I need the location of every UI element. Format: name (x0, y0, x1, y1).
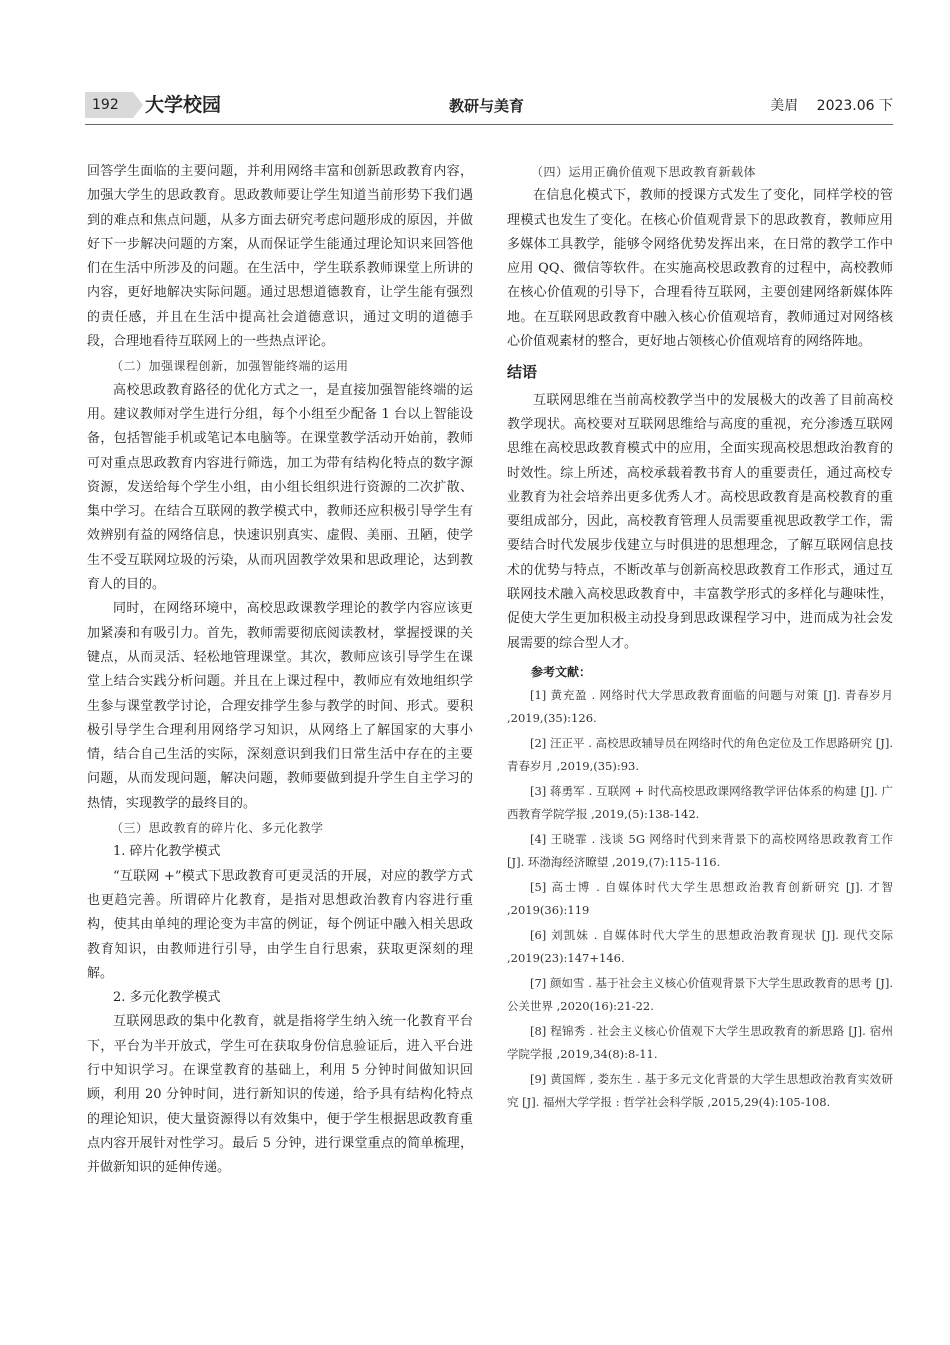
left-column (87, 160, 473, 1180)
right-column (507, 160, 893, 1116)
section-name: 美眉 (770, 98, 799, 114)
reference-item: [1] 黄充盈 . 网络时代大学思政教育面临的问题与对策 [J]. 青春岁月 ,2019,(35):126. (507, 688, 893, 726)
reference-item: [2] 汪正平 . 高校思政辅导员在网络时代的角色定位及工作思路研究 [J]. 青春岁月 ,2019,(35):93. (507, 736, 893, 774)
reference-item: [7] 颜如雪 . 基于社会主义核心价值观背景下大学生思政教育的思考 [J]. 公关世界 ,2020(16):21-22. (507, 976, 893, 1014)
reference-item: [6] 刘凯妹 . 自媒体时代大学生的思想政治教育现状 [J]. 现代交际 ,2019(23):147+146. (507, 928, 893, 966)
paragraph: 同时，在网络环境中，高校思政课教学理论的教学内容应该更加紧凑和有吸引力。首先，教师需要彻底阅读教材，掌握授课的关键点，从而灵活、轻松地管理课堂。其次，教师应该引导学生在课堂上结合实践分析问题。并且在上课过程中，教师应有效地组织学生参与课堂教学讨论，合理安排学生参与教学的时间、形式。要积极引导学生合理利用网络学习知识，从网络上了解国家的大事小情，结合自己生活的实际，深刻意识到我们日常生活中存在的主要问题，从而发现问题，解决问题，教师要做到提升学生自主学习的热情，实现教学的最终目的。 (87, 601, 473, 811)
paragraph: 高校思政教育路径的优化方式之一，是直接加强智能终端的运用。建议教师对学生进行分组，每个小组至少配备 1 台以上智能设备，包括智能手机或笔记本电脑等。在课堂教学活动开始前，教师可对重点思政教育内容进行筛选，加工为带有结构化特点的数字源资源，发送给每个学生小组，由小组长组织进行资源的二次扩散、集中学习。在结合互联网的教学模式中，教师还应积极引导学生有效辨别有益的网络信息，快速识别真实、虚假、美丽、丑陋，使学生不受互联网垃圾的污染，从而巩固教学效果和思政理论，达到教育人的目的。 (87, 382, 473, 593)
header-rule (85, 124, 893, 125)
reference-item: [8] 程锦秀 . 社会主义核心价值观下大学生思政教育的新思路 [J]. 宿州学院学报 ,2019,34(8):8-11. (507, 1024, 893, 1062)
reference-item: [5] 高士博 . 自媒体时代大学生思想政治教育创新研究 [J]. 才智 ,2019(36):119 (507, 880, 893, 918)
section-heading: （二）加强课程创新，加强智能终端的运用 (111, 359, 349, 374)
paragraph: 互联网思政的集中化教育，就是指将学生纳入统一化教育平台下，平台为半开放式，学生可在获取身份信息验证后，进入平台进行中知识学习。在课堂教育的基础上，利用 5 分钟时间做知识回顾，利用 20 分钟时间，进行新知识的传递，给予具有结构化特点的理论知识，使大量资源得以有效集中，便于学生根据思政教育重点内容开展针对性学习。最后 5 分钟，进行课堂重点的简单梳理，并做新知识的延伸传递。 (87, 1014, 473, 1176)
subsection-heading: 2. 多元化教学模式 (113, 990, 221, 1006)
page-number-box (85, 92, 133, 118)
page-number: 192 (92, 97, 119, 113)
paragraph: “互联网 +”模式下思政教育可更灵活的开展，对应的教学方式也更趋完善。所谓碎片化教育，是指对思想政治教育内容进行重构，使其由单纯的理论变为丰富的例证，每个例证中融入相关思政教育知识，由教师进行引导，由学生自行思索，获取更深刻的理解。 (87, 868, 473, 981)
section-heading: （三）思政教育的碎片化、多元化教学 (111, 821, 324, 836)
subsection-heading: 1. 碎片化教学模式 (113, 844, 221, 860)
conclusion-title: 结语 (507, 363, 538, 382)
section-heading: （四）运用正确价值观下思政教育新载体 (531, 165, 757, 179)
references-title: 参考文献： (531, 664, 592, 679)
paragraph: 互联网思维在当前高校教学当中的发展极大的改善了目前高校教学现状。高校要对互联网思维给与高度的重视，充分渗透互联网思维在高校思政教育模式中的应用，全面实现高校思想政治教育的时效性。综上所述，高校承载着教书育人的重要责任，通过高校专业教育为社会培养出更多优秀人才。高校思政教育是高校教育的重要组成部分，因此，高校教育管理人员需要重视思政教学工作，需要结合时代发展步伐建立与时俱进的思想理念，了解互联网信息技术的优势与特点，不断改革与创新高校思政教育工作形式，通过互联网技术融入高校思政教育中，丰富教学形式的多样化与趣味性，促使大学生更加积极主动投身到思政课程学习中，进而成为社会发展需要的综合型人才。 (507, 392, 893, 651)
page-tab-arrow (133, 92, 143, 118)
header-meta (756, 95, 893, 115)
paragraph: 回答学生面临的主要问题，并利用网络丰富和创新思政教育内容，加强大学生的思政教育。思政教师要让学生知道当前形势下我们遇到的难点和焦点问题，从多方面去研究考虑问题形成的原因，并做好下一步解决问题的方案，从而保证学生能通过理论知识来回答他们在生活中所涉及的问题。在生活中，学生联系教师课堂上所讲的内容，更好地解决实际问题。通过思想道德教育，让学生能有强烈的责任感，并且在生活中提高社会道德意识，通过文明的道德手段，合理地看待互联网上的一些热点评论。 (87, 164, 473, 350)
paragraph: 在信息化模式下，教师的授课方式发生了变化，同样学校的管理模式也发生了变化。在核心价值观背景下的思政教育，教师应用多媒体工具教学，能够令网络优势发挥出来，在日常的教学工作中应用 QQ、微信等软件。在实施高校思政教育的过程中，高校教师在核心价值观的引导下，合理看待互联网，主要创建网络新媒体阵地。在互联网思政教育中融入核心价值观培育，教师通过对网络核心价值观素材的整合，更好地占领核心价值观培育的网络阵地。 (507, 188, 893, 350)
page-header (85, 88, 893, 122)
journal-name: 大学校园 (145, 94, 222, 116)
issue-date: 2023.06 下 (816, 98, 893, 114)
reference-item: [4] 王晓霏 . 浅谈 5G 网络时代到来背景下的高校网络思政教育工作 [J]. 环渤海经济瞭望 ,2019,(7):115-116. (507, 832, 893, 870)
reference-item: [9] 黄国辉 , 娄东生 . 基于多元文化背景的大学生思想政治教育实效研究 [J]. 福州大学学报 : 哲学社会科学版 ,2015,29(4):105-108. (507, 1072, 893, 1110)
column-name: 教研与美育 (449, 97, 525, 115)
reference-item: [3] 蒋勇军 . 互联网 + 时代高校思政课网络教学评估体系的构建 [J]. 广西教育学院学报 ,2019,(5):138-142. (507, 784, 893, 822)
